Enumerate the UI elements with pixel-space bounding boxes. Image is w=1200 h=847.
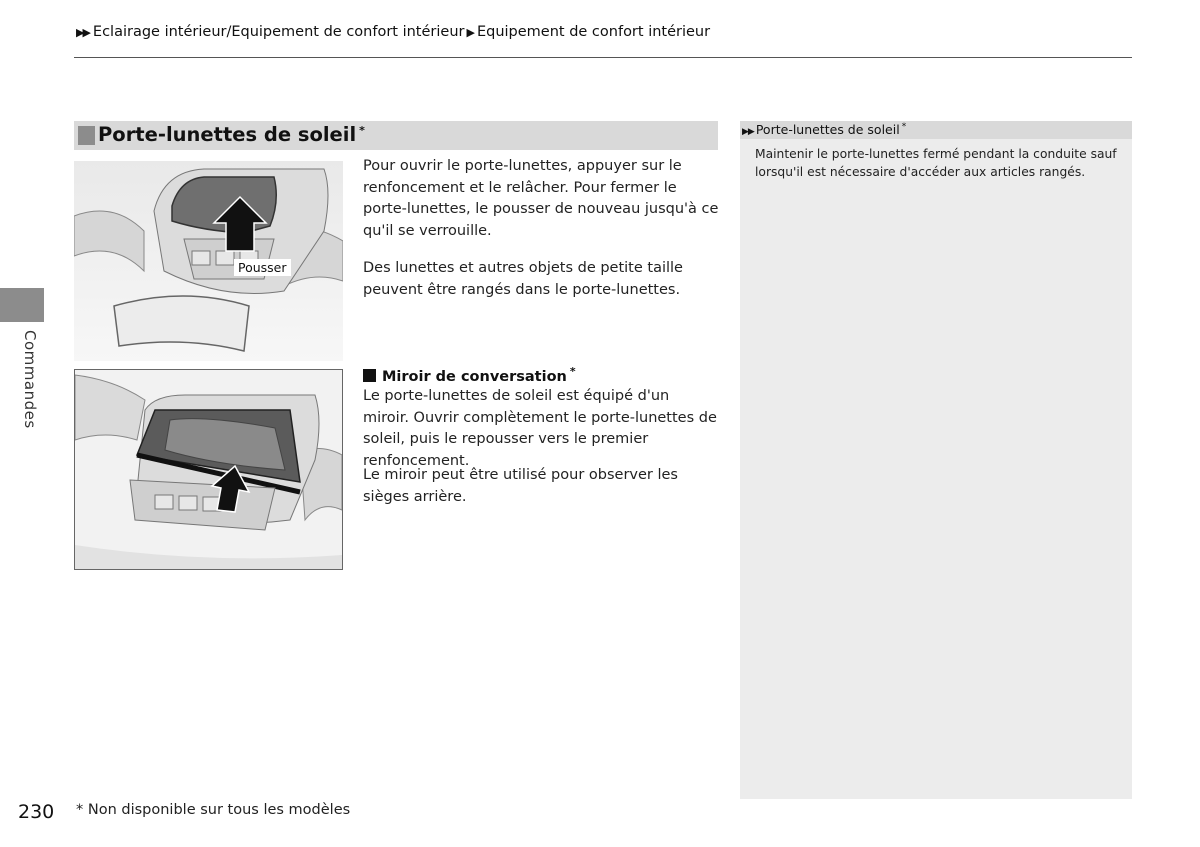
sunglass-holder-illustration (74, 161, 343, 361)
breadcrumb-arrow-icon: ▶ (466, 26, 475, 39)
paragraph-storage: Des lunettes et autres objets de petite taille peuvent être rangés dans le porte-lunettes. (363, 260, 683, 298)
section-asterisk: * (359, 123, 365, 137)
push-label: Pousser (234, 259, 291, 276)
section-title: Porte-lunettes de soleil (98, 123, 357, 146)
subsection-asterisk: * (569, 365, 576, 378)
subsection-square-icon (363, 369, 376, 382)
note-asterisk: * (901, 122, 907, 132)
section-heading (74, 121, 718, 150)
sunglass-holder-drawing (74, 161, 343, 361)
chapter-tab (0, 288, 44, 322)
breadcrumb-arrows-icon: ▶▶ (76, 26, 89, 39)
section-title-wrap (98, 123, 365, 146)
breadcrumb-part1: Eclairage intérieur/Equipement de confort intérieur (92, 24, 465, 40)
note-reference-icon: ▶▶ (742, 127, 754, 138)
section-square-icon (78, 126, 95, 145)
conversation-mirror-illustration (74, 369, 343, 570)
paragraph-open-holder: Pour ouvrir le porte-lunettes, appuyer sur le renfoncement et le relâcher. Pour fermer le porte-lunettes, le pousser de nouveau jusqu'à ce qu'il se verrouille. (363, 158, 719, 239)
header-divider (74, 57, 1132, 58)
breadcrumb (76, 24, 710, 40)
chapter-tab-label: Commandes (21, 330, 39, 429)
note-title: Porte-lunettes de soleil (755, 122, 900, 138)
note-panel (740, 121, 1132, 799)
note-text: Maintenir le porte-lunettes fermé pendant la conduite sauf lorsqu'il est nécessaire d'accéder aux articles rangés. (755, 147, 1117, 179)
paragraph-mirror-use: Le miroir peut être utilisé pour observer les sièges arrière. (363, 467, 678, 505)
footnote: * Non disponible sur tous les modèles (76, 802, 351, 818)
paragraph-mirror: Le porte-lunettes de soleil est équipé d'un miroir. Ouvrir complètement le porte-lunettes de soleil, puis le repousser vers le premier renfoncement. (363, 388, 717, 469)
page-number: 230 (18, 801, 55, 823)
note-title-wrap (742, 122, 906, 137)
note-heading (740, 121, 1132, 139)
subsection-heading (363, 365, 576, 385)
breadcrumb-part2: Equipement de confort intérieur (476, 24, 711, 40)
subsection-title: Miroir de conversation (382, 368, 567, 385)
conversation-mirror-drawing (75, 370, 342, 569)
